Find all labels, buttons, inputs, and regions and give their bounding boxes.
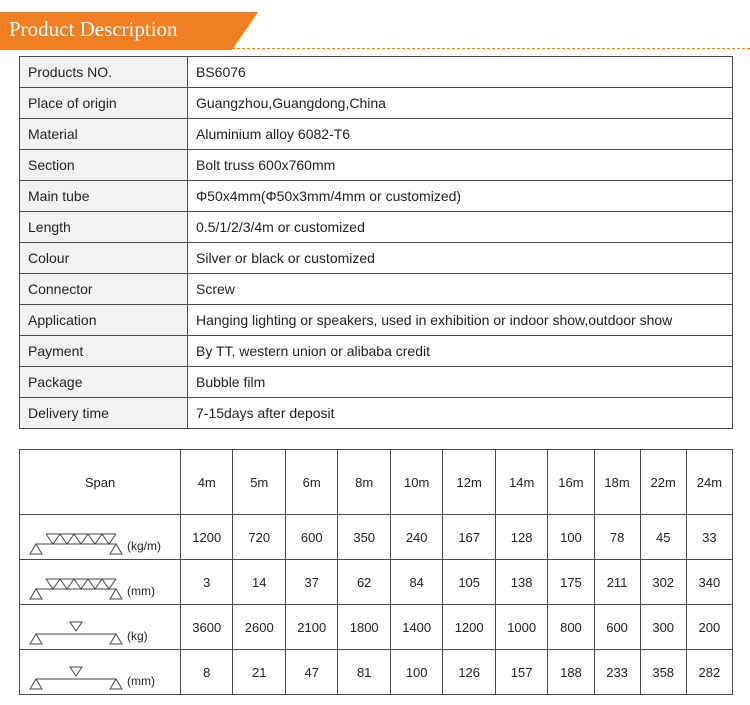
spec-value: 0.5/1/2/3/4m or customized	[188, 212, 733, 243]
load-value: 21	[233, 650, 285, 695]
spec-key: Application	[20, 305, 188, 336]
center-point-load-icon	[26, 619, 126, 645]
load-value: 1200	[181, 515, 233, 560]
spec-key: Payment	[20, 336, 188, 367]
load-row	[20, 515, 733, 560]
spec-value: Φ50x4mm(Φ50x3mm/4mm or customized)	[188, 181, 733, 212]
load-value: 175	[548, 560, 594, 605]
spec-key: Material	[20, 119, 188, 150]
span-header-label: Span	[20, 450, 181, 515]
load-value: 45	[640, 515, 686, 560]
spec-row	[20, 274, 733, 305]
spec-key: Package	[20, 367, 188, 398]
load-value: 188	[548, 650, 594, 695]
load-value: 81	[338, 650, 390, 695]
header-divider	[232, 48, 750, 49]
spec-row	[20, 57, 733, 88]
load-value: 33	[686, 515, 732, 560]
load-value: 720	[233, 515, 285, 560]
spec-row	[20, 243, 733, 274]
spec-value: 7-15days after deposit	[188, 398, 733, 429]
load-value: 1400	[390, 605, 442, 650]
load-value: 240	[390, 515, 442, 560]
load-value: 200	[686, 605, 732, 650]
load-value: 157	[495, 650, 547, 695]
spec-value: Screw	[188, 274, 733, 305]
spec-key: Products NO.	[20, 57, 188, 88]
load-value: 800	[548, 605, 594, 650]
load-type-cell	[20, 560, 181, 605]
center-point-load-icon	[26, 664, 126, 690]
spec-value: Bolt truss 600x760mm	[188, 150, 733, 181]
spec-key: Main tube	[20, 181, 188, 212]
span-length: 8m	[338, 450, 390, 515]
spec-row	[20, 367, 733, 398]
load-value: 1200	[443, 605, 495, 650]
spec-key: Place of origin	[20, 88, 188, 119]
load-value: 3	[181, 560, 233, 605]
spec-key: Delivery time	[20, 398, 188, 429]
load-value: 47	[285, 650, 337, 695]
spec-key: Connector	[20, 274, 188, 305]
load-value: 358	[640, 650, 686, 695]
load-value: 62	[338, 560, 390, 605]
spec-row	[20, 181, 733, 212]
load-value: 2600	[233, 605, 285, 650]
spec-row	[20, 336, 733, 367]
spec-value: Silver or black or customized	[188, 243, 733, 274]
spec-row	[20, 305, 733, 336]
load-unit: (kg)	[127, 629, 148, 643]
load-row	[20, 560, 733, 605]
span-length: 6m	[285, 450, 337, 515]
span-length: 16m	[548, 450, 594, 515]
load-value: 167	[443, 515, 495, 560]
header-notch	[232, 12, 258, 50]
spec-value: Hanging lighting or speakers, used in exhibition or indoor show,outdoor show	[188, 305, 733, 336]
load-type-cell	[20, 515, 181, 560]
load-value: 340	[686, 560, 732, 605]
load-value: 128	[495, 515, 547, 560]
span-length: 12m	[443, 450, 495, 515]
load-value: 126	[443, 650, 495, 695]
spec-value: Aluminium alloy 6082-T6	[188, 119, 733, 150]
spec-value: By TT, western union or alibaba credit	[188, 336, 733, 367]
load-value: 8	[181, 650, 233, 695]
load-value: 14	[233, 560, 285, 605]
span-length: 5m	[233, 450, 285, 515]
span-length: 22m	[640, 450, 686, 515]
distributed-load-icon	[26, 574, 126, 600]
span-length: 24m	[686, 450, 732, 515]
span-length: 10m	[390, 450, 442, 515]
load-unit: (mm)	[127, 674, 155, 688]
load-value: 600	[594, 605, 640, 650]
span-header-row	[20, 450, 733, 515]
load-value: 3600	[181, 605, 233, 650]
load-value: 1000	[495, 605, 547, 650]
load-value: 78	[594, 515, 640, 560]
load-value: 100	[548, 515, 594, 560]
load-value: 211	[594, 560, 640, 605]
load-value: 138	[495, 560, 547, 605]
spec-key: Section	[20, 150, 188, 181]
load-type-cell	[20, 605, 181, 650]
load-unit: (kg/m)	[127, 539, 161, 553]
spec-value: Guangzhou,Guangdong,China	[188, 88, 733, 119]
load-value: 302	[640, 560, 686, 605]
spec-key: Colour	[20, 243, 188, 274]
load-value: 2100	[285, 605, 337, 650]
span-load-table	[19, 449, 733, 695]
section-header	[0, 12, 232, 50]
load-value: 100	[390, 650, 442, 695]
span-length: 18m	[594, 450, 640, 515]
section-title: Product Description	[9, 17, 178, 41]
load-unit: (mm)	[127, 584, 155, 598]
spec-value: BS6076	[188, 57, 733, 88]
load-row	[20, 650, 733, 695]
load-value: 600	[285, 515, 337, 560]
distributed-load-icon	[26, 529, 126, 555]
spec-value: Bubble film	[188, 367, 733, 398]
spec-key: Length	[20, 212, 188, 243]
load-value: 350	[338, 515, 390, 560]
spec-table	[19, 56, 733, 429]
load-value: 233	[594, 650, 640, 695]
load-value: 300	[640, 605, 686, 650]
load-value: 105	[443, 560, 495, 605]
span-length: 4m	[181, 450, 233, 515]
spec-row	[20, 150, 733, 181]
span-length: 14m	[495, 450, 547, 515]
load-type-cell	[20, 650, 181, 695]
spec-row	[20, 398, 733, 429]
spec-row	[20, 212, 733, 243]
spec-row	[20, 119, 733, 150]
load-value: 84	[390, 560, 442, 605]
load-value: 282	[686, 650, 732, 695]
load-row	[20, 605, 733, 650]
load-value: 1800	[338, 605, 390, 650]
load-value: 37	[285, 560, 337, 605]
spec-row	[20, 88, 733, 119]
